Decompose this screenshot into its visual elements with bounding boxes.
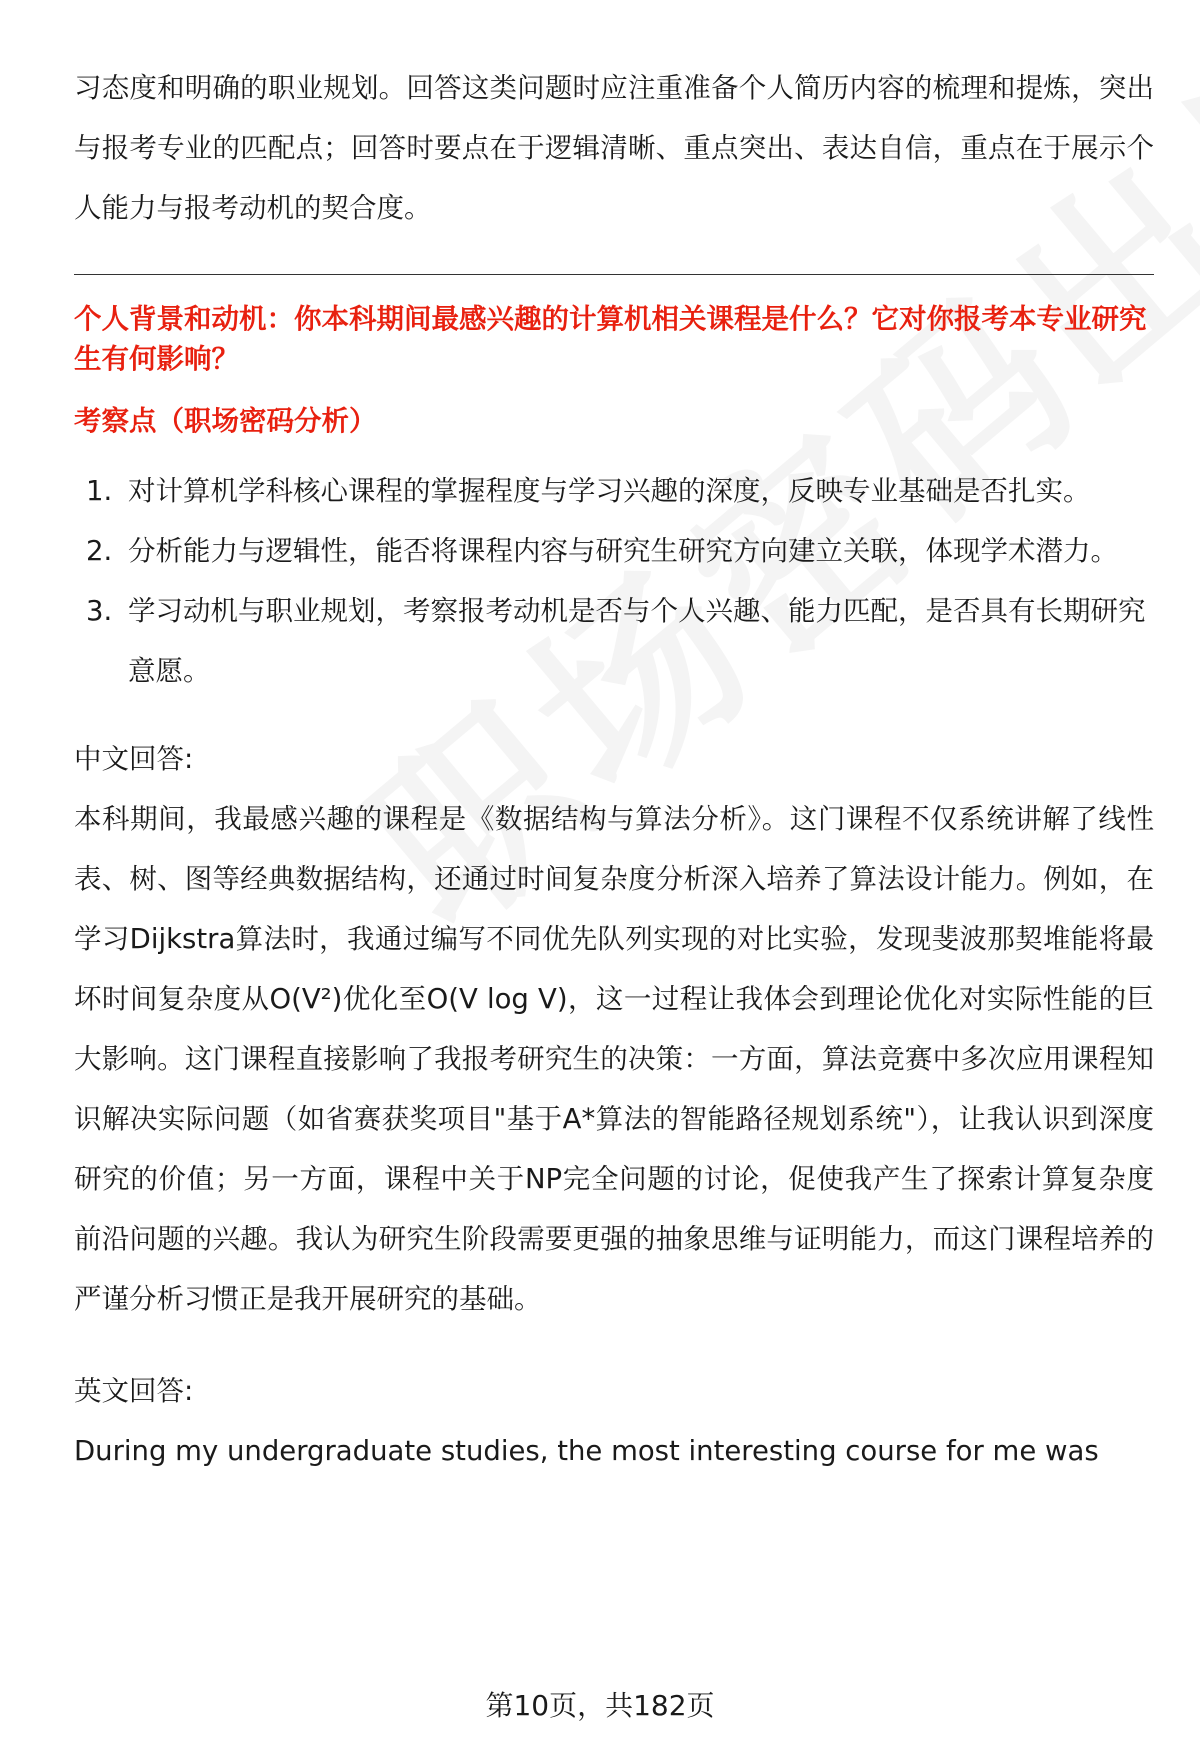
english-answer-label: 英文回答: — [74, 1375, 194, 1407]
document-page — [74, 58, 1154, 1481]
list-number: 1. — [86, 475, 113, 507]
list-item-text: 分析能力与逻辑性，能否将课程内容与研究生研究方向建立关联，体现学术潜力。 — [128, 535, 1118, 567]
assessment-list — [74, 461, 1154, 701]
intro-paragraph: 习态度和明确的职业规划。回答这类问题时应注重准备个人简历内容的梳理和提炼，突出与报考专业的匹配点；回答时要点在于逻辑清晰、重点突出、表达自信，重点在于展示个人能力与报考动机的契合度。 — [74, 72, 1154, 224]
assessment-item-1 — [74, 461, 1154, 521]
section-divider — [74, 274, 1154, 275]
list-item-text: 对计算机学科核心课程的掌握程度与学习兴趣的深度，反映专业基础是否扎实。 — [128, 475, 1091, 507]
chinese-answer-text: 本科期间，我最感兴趣的课程是《数据结构与算法分析》。这门课程不仅系统讲解了线性表、树、图等经典数据结构，还通过时间复杂度分析深入培养了算法设计能力。例如，在学习Dijkstra算法时，我通过编写不同优先队列实现的对比实验，发现斐波那契堆能将最坏时间复杂度从O(V²)优化至O(V log V)，这一过程让我体会到理论优化对实际性能的巨大影响。这门课程直接影响了我报考研究生的决策：一方面，算法竞赛中多次应用课程知识解决实际问题（如省赛获奖项目"基于A*算法的智能路径规划系统"），让我认识到深度研究的价值；另一方面，课程中关于NP完全问题的讨论，促使我产生了探索计算复杂度前沿问题的兴趣。我认为研究生阶段需要更强的抽象思维与证明能力，而这门课程培养的严谨分析习惯正是我开展研究的基础。 — [74, 803, 1154, 1315]
page-indicator: 第10页，共182页 — [485, 1689, 715, 1722]
chinese-answer-label: 中文回答: — [74, 743, 194, 775]
english-answer-text: During my undergraduate studies, the most interesting course for me was — [74, 1435, 1099, 1467]
list-item-text: 学习动机与职业规划，考察报考动机是否与个人兴趣、能力匹配，是否具有长期研究意愿。 — [128, 595, 1146, 687]
assessment-heading: 考察点（职场密码分析） — [74, 405, 377, 437]
list-number: 2. — [86, 535, 113, 567]
assessment-item-2 — [74, 521, 1154, 581]
list-number: 3. — [86, 595, 113, 627]
assessment-item-3 — [74, 581, 1154, 701]
question-heading: 个人背景和动机：你本科期间最感兴趣的计算机相关课程是什么？它对你报考本专业研究生有何影响？ — [74, 303, 1147, 375]
